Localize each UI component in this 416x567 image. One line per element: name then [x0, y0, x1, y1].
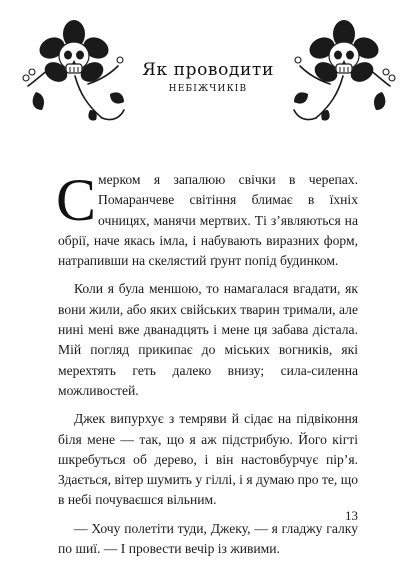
- page-number: 13: [345, 508, 358, 523]
- paragraph-1-text: мерком я запалюю свічки в черепах. Помаранчеве світіння блимає в їхніх очницях, манячи мертвих. Ті з’являються на обрії, наче якась імла, і набувають виразних форм, натрапивши на скелястий ґрунт попід будинком.: [58, 172, 358, 269]
- paragraph-4: — Хочу полетіти туди, Джеку, — я гладжу галку по шиї. — І провести вечір із живими.: [58, 520, 358, 557]
- chapter-title-line1: Як проводити: [142, 60, 274, 80]
- body-text: [56, 167, 358, 567]
- paragraph-1: [56, 167, 358, 271]
- paragraph-3: Джек випурхує з темряви й сідає на підвіконня біля мене — так, що я аж підстрибую. Його кігті шкребуться об дерево, і він настовбурчує пір’я. Здається, вітер шумить у гіллі, і я думаю про те, що в небі почуваєшся вільним.: [58, 411, 358, 508]
- paragraph-2: Коли я була меншою, то намагалася вгадати, як вони жили, або яких свійських тварин тримали, але нині мені вже дванадцять і мене ця забава дістала. Мій погляд прикипає до міських вогників, які мерехтять геть далеко внизу; сила-силенна можливостей.: [58, 281, 358, 398]
- chapter-title: [130, 60, 286, 96]
- skull-flower-ornament-right: [288, 14, 398, 124]
- skull-flower-ornament-left: [20, 14, 130, 124]
- chapter-title-line2: небіжчиків: [168, 80, 248, 96]
- drop-cap: С: [56, 167, 97, 233]
